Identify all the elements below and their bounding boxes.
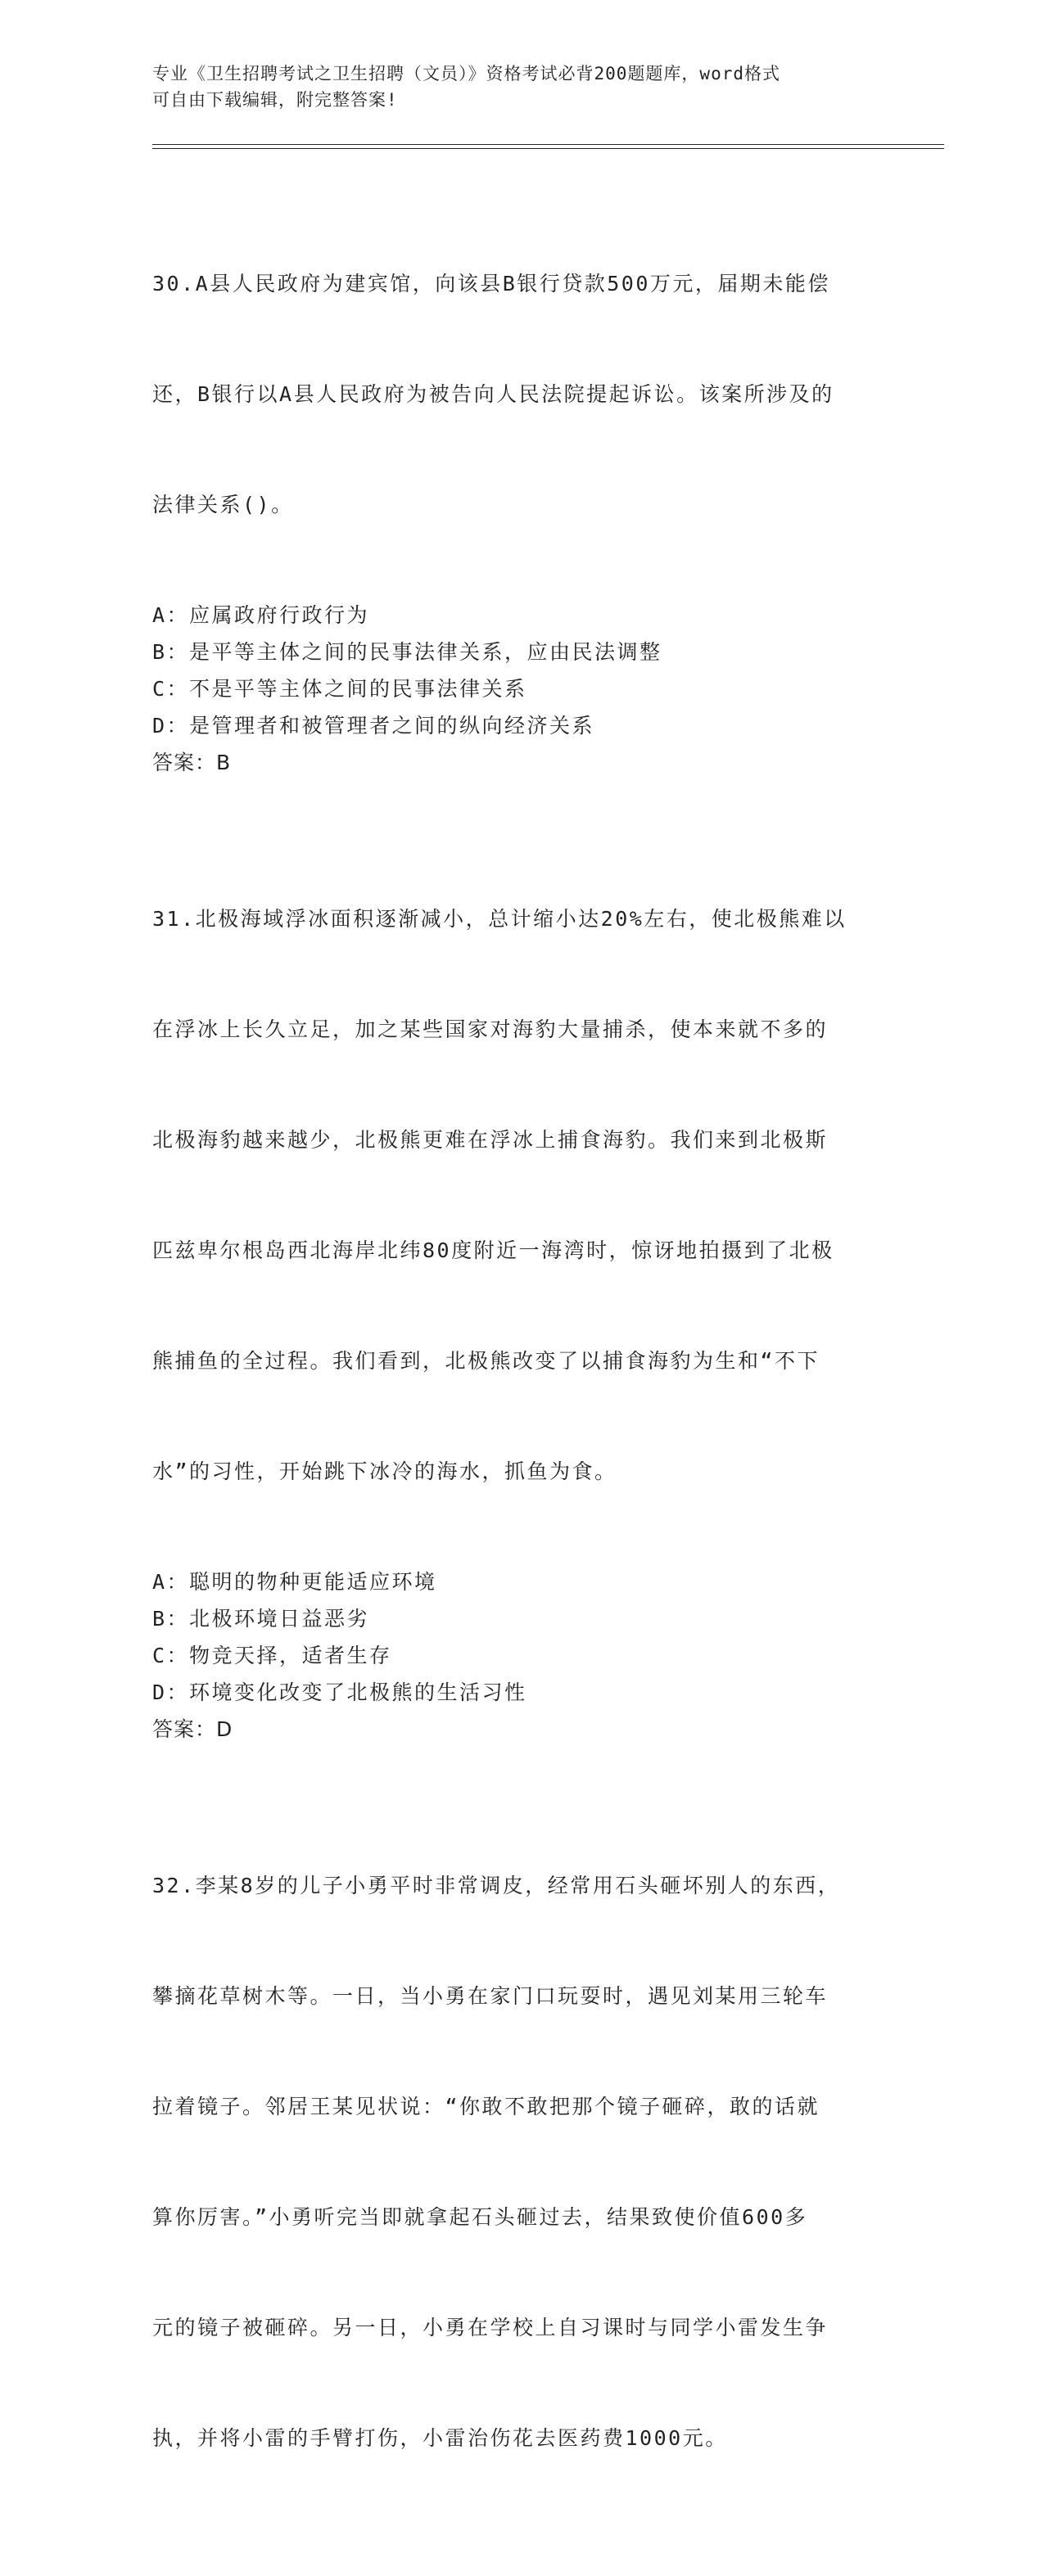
option-c: C：物竞天择，适者生存: [152, 1644, 392, 1667]
question-line: 30.A县人民政府为建宾馆，向该县B银行贷款500万元，届期未能偿: [152, 272, 830, 295]
header-line-1: 专业《卫生招聘考试之卫生招聘（文员）》资格考试必背200题题库，word格式: [152, 64, 780, 83]
question-text: [152, 1793, 889, 2530]
header-divider: [152, 144, 944, 149]
question-32: [152, 1793, 889, 2530]
question-line: 还，B银行以A县人民政府为被告向人民法院提起诉讼。该案所涉及的: [152, 382, 834, 406]
question-line: 熊捕鱼的全过程。我们看到，北极熊改变了以捕食海豹为生和“不下: [152, 1349, 820, 1373]
question-31: [152, 827, 889, 1748]
question-line: 法律关系()。: [152, 493, 294, 517]
option-b: B：北极环境日益恶劣: [152, 1607, 370, 1631]
question-line: 拉着镜子。邻居王某见状说：“你敢不敢把那个镜子砸碎，敢的话就: [152, 2095, 820, 2118]
option-d: D：环境变化改变了北极熊的生活习性: [152, 1680, 527, 1704]
option-c: C：不是平等主体之间的民事法律关系: [152, 677, 527, 701]
question-text: [152, 827, 889, 1563]
question-line: 北极海豹越来越少，北极熊更难在浮冰上捕食海豹。我们来到北极斯: [152, 1128, 829, 1152]
question-line: 31.北极海域浮冰面积逐渐减小，总计缩小达20%左右，使北极熊难以: [152, 907, 847, 931]
question-line: 执，并将小雷的手臂打伤，小雷治伤花去医药费1000元。: [152, 2426, 728, 2450]
question-text: [152, 192, 889, 597]
question-line: 匹兹卑尔根岛西北海岸北纬80度附近一海湾时，惊讶地拍摄到了北极: [152, 1238, 834, 1262]
question-30: [152, 192, 889, 781]
question-list: [152, 192, 889, 2576]
header-line-2: 可自由下载编辑，附完整答案!: [152, 90, 398, 110]
option-b: B：是平等主体之间的民事法律关系，应由民法调整: [152, 640, 662, 664]
document-header: [152, 61, 889, 113]
option-a: A：聪明的物种更能适应环境: [152, 1570, 437, 1594]
option-a: A：应属政府行政行为: [152, 603, 370, 627]
answer-label: 答案：D: [152, 1717, 233, 1741]
option-d: D：是管理者和被管理者之间的纵向经济关系: [152, 714, 595, 738]
answer-label: 答案：B: [152, 751, 232, 774]
question-line: 水”的习性，开始跳下冰冷的海水，抓鱼为食。: [152, 1459, 617, 1483]
question-line: 元的镜子被砸碎。另一日，小勇在学校上自习课时与同学小雷发生争: [152, 2316, 829, 2339]
question-line: 32.李某8岁的儿子小勇平时非常调皮，经常用石头砸坏别人的东西，: [152, 1874, 841, 1897]
question-line: 在浮冰上长久立足，加之某些国家对海豹大量捕杀，使本来就不多的: [152, 1017, 829, 1041]
question-line: 攀摘花草树木等。一日，当小勇在家门口玩耍时，遇见刘某用三轮车: [152, 1984, 829, 2008]
question-line: 算你厉害。”小勇听完当即就拿起石头砸过去，结果致使价值600多: [152, 2205, 808, 2229]
